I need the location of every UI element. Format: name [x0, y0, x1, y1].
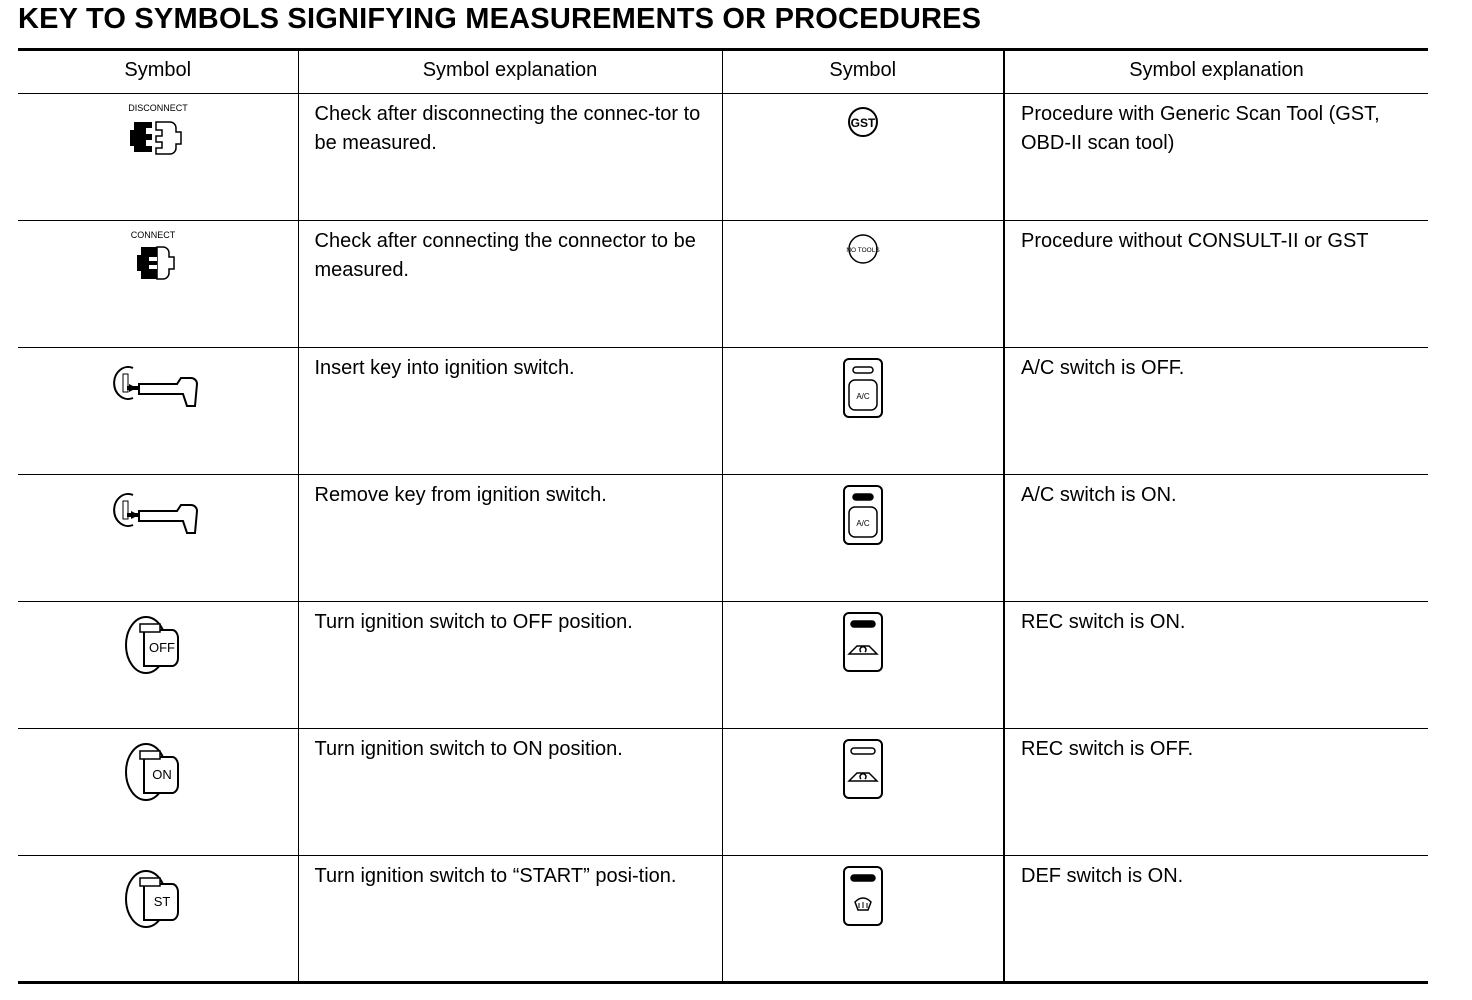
- symbol-explanation: A/C switch is ON.: [1004, 475, 1428, 602]
- table-row: [18, 94, 1428, 221]
- table-row: [18, 221, 1428, 348]
- ac-switch-on-icon: [841, 519, 885, 552]
- rec-switch-off-icon: [841, 784, 885, 806]
- svg-text:ST: ST: [153, 894, 171, 909]
- symbol-cell: [722, 221, 1004, 348]
- table-row: [18, 475, 1428, 602]
- symbol-explanation: Procedure without CONSULT-II or GST: [1004, 221, 1428, 348]
- symbol-explanation: Procedure with Generic Scan Tool (GST, OBD-II scan tool): [1004, 94, 1428, 221]
- symbol-cell: [18, 729, 298, 856]
- symbol-cell: [18, 221, 298, 348]
- symbol-explanation: Turn ignition switch to ON position.: [298, 729, 722, 856]
- symbol-cell: [18, 348, 298, 475]
- table-header-row: [18, 50, 1428, 94]
- symbol-explanation: Turn ignition switch to “START” posi-tion.: [298, 856, 722, 983]
- symbol-explanation: REC switch is OFF.: [1004, 729, 1428, 856]
- table-row: [18, 729, 1428, 856]
- svg-text:GST: GST: [850, 116, 876, 130]
- symbol-explanation: Insert key into ignition switch.: [298, 348, 722, 475]
- symbol-explanation: Turn ignition switch to OFF position.: [298, 602, 722, 729]
- page-title: KEY TO SYMBOLS SIGNIFYING MEASUREMENTS OR PROCEDURES: [18, 3, 982, 35]
- svg-text:NO TOOLS: NO TOOLS: [846, 247, 880, 254]
- gst-icon: [843, 116, 883, 147]
- svg-text:OFF: OFF: [148, 640, 175, 655]
- svg-text:DISCONNECT: DISCONNECT: [127, 103, 188, 113]
- symbol-cell: [722, 348, 1004, 475]
- symbol-cell: [18, 475, 298, 602]
- ignition-off-icon: [118, 640, 198, 685]
- symbol-cell: [722, 475, 1004, 602]
- ac-switch-off-icon: [841, 392, 885, 425]
- svg-text:A/C: A/C: [856, 519, 870, 528]
- symbol-explanation: REC switch is ON.: [1004, 602, 1428, 729]
- symbol-explanation: Check after connecting the connector to be measured.: [298, 221, 722, 348]
- disconnect-connector-icon: [118, 103, 198, 167]
- symbol-explanation: Remove key from ignition switch.: [298, 475, 722, 602]
- ignition-on-icon: [118, 767, 198, 812]
- header-symbol: Symbol: [18, 50, 298, 94]
- ignition-start-icon: [118, 894, 198, 939]
- header-symbol-explanation: Symbol explanation: [298, 50, 722, 94]
- symbol-cell: [18, 602, 298, 729]
- def-switch-on-icon: [841, 911, 885, 933]
- insert-key-icon: [103, 409, 213, 431]
- symbol-cell: [722, 729, 1004, 856]
- symbol-cell: [722, 94, 1004, 221]
- symbols-table: [18, 48, 1428, 984]
- table-row: [18, 602, 1428, 729]
- symbol-cell: [18, 856, 298, 983]
- header-symbol: Symbol: [722, 50, 1004, 94]
- connect-connector-icon: [123, 230, 193, 294]
- table-row: [18, 856, 1428, 983]
- symbol-explanation: A/C switch is OFF.: [1004, 348, 1428, 475]
- symbol-cell: [18, 94, 298, 221]
- symbol-cell: [722, 856, 1004, 983]
- rec-switch-on-icon: [841, 657, 885, 679]
- svg-text:ON: ON: [152, 767, 172, 782]
- symbol-explanation: Check after disconnecting the connec-tor to be measured.: [298, 94, 722, 221]
- table-row: [18, 348, 1428, 475]
- svg-text:CONNECT: CONNECT: [130, 230, 175, 240]
- symbol-cell: [722, 602, 1004, 729]
- no-tools-icon: [843, 247, 883, 274]
- svg-text:A/C: A/C: [856, 392, 870, 401]
- remove-key-icon: [103, 536, 213, 558]
- symbol-explanation: DEF switch is ON.: [1004, 856, 1428, 983]
- header-symbol-explanation: Symbol explanation: [1004, 50, 1428, 94]
